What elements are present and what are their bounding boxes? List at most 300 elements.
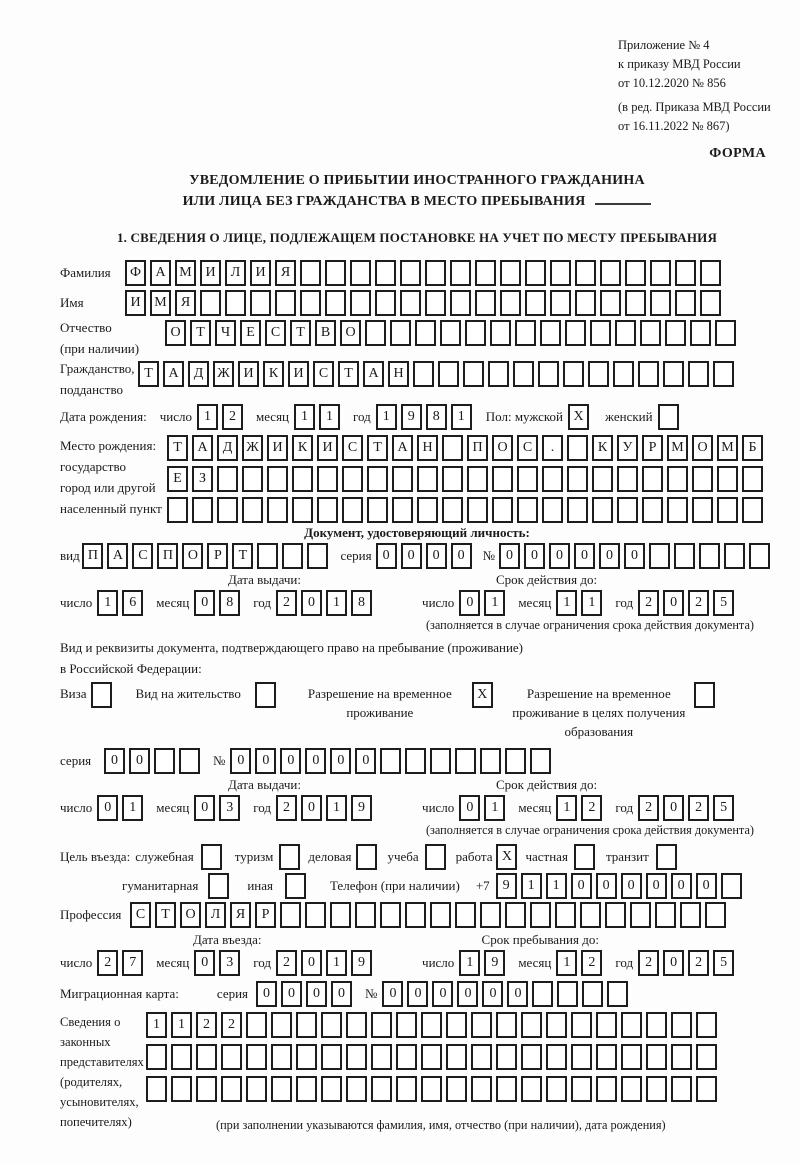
char-cell[interactable] (480, 748, 501, 774)
char-cell[interactable] (567, 435, 588, 461)
char-cell[interactable] (208, 873, 229, 899)
char-cell[interactable] (492, 497, 513, 523)
char-cell[interactable] (546, 1012, 567, 1038)
char-cell[interactable] (530, 902, 551, 928)
char-cell[interactable]: 0 (255, 748, 276, 774)
char-cell[interactable] (713, 361, 734, 387)
char-cell[interactable]: 1 (521, 873, 542, 899)
char-cell[interactable]: Б (742, 435, 763, 461)
char-cell[interactable]: 0 (376, 543, 397, 569)
char-cell[interactable] (525, 290, 546, 316)
char-cell[interactable] (574, 844, 595, 870)
char-cell[interactable] (346, 1012, 367, 1038)
char-cell[interactable] (600, 290, 621, 316)
char-cell[interactable]: Р (207, 543, 228, 569)
char-cell[interactable]: С (132, 543, 153, 569)
char-cell[interactable] (596, 1012, 617, 1038)
char-cell[interactable] (642, 497, 663, 523)
char-cell[interactable] (146, 1044, 167, 1070)
char-cell[interactable] (196, 1076, 217, 1102)
char-cell[interactable] (688, 361, 709, 387)
char-cell[interactable] (500, 260, 521, 286)
char-cell[interactable] (749, 543, 770, 569)
char-cell[interactable]: 2 (221, 1012, 242, 1038)
char-cell[interactable] (255, 682, 276, 708)
char-cell[interactable]: 1 (326, 950, 347, 976)
char-cell[interactable] (296, 1076, 317, 1102)
char-cell[interactable]: 2 (276, 795, 297, 821)
char-cell[interactable]: 3 (219, 795, 240, 821)
char-cell[interactable]: Л (225, 260, 246, 286)
char-cell[interactable] (325, 290, 346, 316)
char-cell[interactable] (538, 361, 559, 387)
char-cell[interactable]: 0 (571, 873, 592, 899)
char-cell[interactable] (475, 260, 496, 286)
char-cell[interactable] (325, 260, 346, 286)
char-cell[interactable]: 2 (638, 590, 659, 616)
char-cell[interactable] (467, 466, 488, 492)
char-cell[interactable] (621, 1012, 642, 1038)
char-cell[interactable]: 0 (663, 950, 684, 976)
char-cell[interactable]: 1 (484, 590, 505, 616)
char-cell[interactable] (380, 748, 401, 774)
char-cell[interactable] (300, 260, 321, 286)
char-cell[interactable]: 0 (382, 981, 403, 1007)
char-cell[interactable] (563, 361, 584, 387)
char-cell[interactable] (742, 497, 763, 523)
char-cell[interactable]: 1 (556, 590, 577, 616)
char-cell[interactable]: К (292, 435, 313, 461)
char-cell[interactable]: 0 (301, 950, 322, 976)
char-cell[interactable] (317, 466, 338, 492)
char-cell[interactable]: 0 (306, 981, 327, 1007)
char-cell[interactable] (371, 1044, 392, 1070)
char-cell[interactable]: 0 (104, 748, 125, 774)
char-cell[interactable] (267, 497, 288, 523)
char-cell[interactable] (396, 1044, 417, 1070)
char-cell[interactable] (521, 1044, 542, 1070)
char-cell[interactable]: Д (188, 361, 209, 387)
char-cell[interactable]: С (265, 320, 286, 346)
char-cell[interactable] (405, 902, 426, 928)
char-cell[interactable] (717, 466, 738, 492)
char-cell[interactable] (649, 543, 670, 569)
char-cell[interactable] (700, 290, 721, 316)
char-cell[interactable]: 7 (122, 950, 143, 976)
char-cell[interactable] (638, 361, 659, 387)
char-cell[interactable] (365, 320, 386, 346)
char-cell[interactable] (550, 260, 571, 286)
char-cell[interactable] (646, 1044, 667, 1070)
char-cell[interactable]: 5 (713, 590, 734, 616)
char-cell[interactable] (307, 543, 328, 569)
char-cell[interactable] (455, 902, 476, 928)
char-cell[interactable] (392, 497, 413, 523)
char-cell[interactable] (350, 260, 371, 286)
char-cell[interactable] (546, 1076, 567, 1102)
char-cell[interactable] (530, 748, 551, 774)
char-cell[interactable]: 2 (581, 950, 602, 976)
char-cell[interactable]: Т (167, 435, 188, 461)
char-cell[interactable] (417, 497, 438, 523)
char-cell[interactable] (355, 902, 376, 928)
char-cell[interactable]: Е (240, 320, 261, 346)
char-cell[interactable]: Ж (213, 361, 234, 387)
char-cell[interactable] (505, 902, 526, 928)
char-cell[interactable] (305, 902, 326, 928)
char-cell[interactable] (724, 543, 745, 569)
char-cell[interactable]: 0 (524, 543, 545, 569)
char-cell[interactable] (415, 320, 436, 346)
char-cell[interactable] (517, 466, 538, 492)
char-cell[interactable]: В (315, 320, 336, 346)
char-cell[interactable]: 0 (301, 795, 322, 821)
char-cell[interactable] (201, 844, 222, 870)
char-cell[interactable] (532, 981, 553, 1007)
char-cell[interactable] (650, 290, 671, 316)
char-cell[interactable] (521, 1012, 542, 1038)
char-cell[interactable] (671, 1012, 692, 1038)
char-cell[interactable]: 0 (549, 543, 570, 569)
char-cell[interactable]: 2 (97, 950, 118, 976)
char-cell[interactable] (346, 1076, 367, 1102)
char-cell[interactable] (500, 290, 521, 316)
char-cell[interactable] (91, 682, 112, 708)
char-cell[interactable] (496, 1076, 517, 1102)
char-cell[interactable]: 1 (97, 590, 118, 616)
char-cell[interactable]: Н (417, 435, 438, 461)
char-cell[interactable]: 1 (556, 950, 577, 976)
char-cell[interactable] (650, 260, 671, 286)
char-cell[interactable]: 0 (646, 873, 667, 899)
char-cell[interactable]: 0 (194, 795, 215, 821)
char-cell[interactable]: И (267, 435, 288, 461)
char-cell[interactable] (496, 1044, 517, 1070)
char-cell[interactable] (607, 981, 628, 1007)
char-cell[interactable]: 5 (713, 950, 734, 976)
char-cell[interactable] (440, 320, 461, 346)
char-cell[interactable]: А (363, 361, 384, 387)
char-cell[interactable]: 0 (671, 873, 692, 899)
char-cell[interactable]: С (130, 902, 151, 928)
char-cell[interactable] (442, 466, 463, 492)
char-cell[interactable]: 0 (256, 981, 277, 1007)
char-cell[interactable]: 9 (351, 950, 372, 976)
char-cell[interactable]: 3 (219, 950, 240, 976)
char-cell[interactable]: 0 (129, 748, 150, 774)
char-cell[interactable] (250, 290, 271, 316)
char-cell[interactable] (621, 1076, 642, 1102)
char-cell[interactable] (225, 290, 246, 316)
char-cell[interactable] (167, 497, 188, 523)
char-cell[interactable] (588, 361, 609, 387)
char-cell[interactable] (400, 260, 421, 286)
char-cell[interactable]: 0 (401, 543, 422, 569)
char-cell[interactable]: С (313, 361, 334, 387)
char-cell[interactable] (555, 902, 576, 928)
char-cell[interactable] (471, 1076, 492, 1102)
char-cell[interactable] (217, 466, 238, 492)
char-cell[interactable] (696, 1076, 717, 1102)
char-cell[interactable] (613, 361, 634, 387)
char-cell[interactable] (571, 1012, 592, 1038)
char-cell[interactable] (380, 902, 401, 928)
char-cell[interactable] (717, 497, 738, 523)
char-cell[interactable] (658, 404, 679, 430)
char-cell[interactable]: 0 (331, 981, 352, 1007)
char-cell[interactable] (430, 748, 451, 774)
char-cell[interactable] (242, 466, 263, 492)
char-cell[interactable]: Т (232, 543, 253, 569)
char-cell[interactable] (371, 1012, 392, 1038)
char-cell[interactable]: Я (175, 290, 196, 316)
char-cell[interactable] (557, 981, 578, 1007)
char-cell[interactable]: 9 (351, 795, 372, 821)
char-cell[interactable] (392, 466, 413, 492)
char-cell[interactable]: 0 (451, 543, 472, 569)
char-cell[interactable] (582, 981, 603, 1007)
char-cell[interactable] (596, 1076, 617, 1102)
char-cell[interactable] (575, 260, 596, 286)
char-cell[interactable]: Р (255, 902, 276, 928)
char-cell[interactable] (350, 290, 371, 316)
char-cell[interactable]: 0 (426, 543, 447, 569)
char-cell[interactable]: 1 (171, 1012, 192, 1038)
char-cell[interactable] (271, 1012, 292, 1038)
char-cell[interactable]: У (617, 435, 638, 461)
char-cell[interactable] (592, 497, 613, 523)
char-cell[interactable] (257, 543, 278, 569)
char-cell[interactable]: 1 (197, 404, 218, 430)
char-cell[interactable]: 1 (556, 795, 577, 821)
char-cell[interactable]: Т (367, 435, 388, 461)
char-cell[interactable]: И (250, 260, 271, 286)
char-cell[interactable] (521, 1076, 542, 1102)
char-cell[interactable]: 1 (376, 404, 397, 430)
char-cell[interactable]: 1 (546, 873, 567, 899)
char-cell[interactable] (430, 902, 451, 928)
char-cell[interactable] (446, 1076, 467, 1102)
char-cell[interactable] (656, 844, 677, 870)
char-cell[interactable]: 0 (407, 981, 428, 1007)
char-cell[interactable]: 0 (194, 950, 215, 976)
char-cell[interactable] (542, 497, 563, 523)
char-cell[interactable]: П (82, 543, 103, 569)
char-cell[interactable] (517, 497, 538, 523)
char-cell[interactable]: 2 (638, 950, 659, 976)
char-cell[interactable] (179, 748, 200, 774)
char-cell[interactable] (565, 320, 586, 346)
char-cell[interactable] (715, 320, 736, 346)
char-cell[interactable] (571, 1076, 592, 1102)
char-cell[interactable]: 8 (219, 590, 240, 616)
char-cell[interactable] (296, 1012, 317, 1038)
char-cell[interactable] (580, 902, 601, 928)
char-cell[interactable] (540, 320, 561, 346)
char-cell[interactable]: 2 (581, 795, 602, 821)
char-cell[interactable] (567, 466, 588, 492)
char-cell[interactable]: 0 (280, 748, 301, 774)
char-cell[interactable] (271, 1044, 292, 1070)
char-cell[interactable]: М (667, 435, 688, 461)
char-cell[interactable] (642, 466, 663, 492)
char-cell[interactable] (692, 466, 713, 492)
char-cell[interactable] (705, 902, 726, 928)
char-cell[interactable] (646, 1076, 667, 1102)
char-cell[interactable] (575, 290, 596, 316)
char-cell[interactable] (413, 361, 434, 387)
char-cell[interactable]: Т (190, 320, 211, 346)
char-cell[interactable] (699, 543, 720, 569)
char-cell[interactable] (515, 320, 536, 346)
char-cell[interactable] (346, 1044, 367, 1070)
char-cell[interactable]: 1 (326, 590, 347, 616)
char-cell[interactable]: 0 (301, 590, 322, 616)
char-cell[interactable] (675, 260, 696, 286)
char-cell[interactable] (221, 1044, 242, 1070)
char-cell[interactable]: Д (217, 435, 238, 461)
char-cell[interactable]: Т (338, 361, 359, 387)
char-cell[interactable]: 2 (638, 795, 659, 821)
char-cell[interactable] (525, 260, 546, 286)
char-cell[interactable] (505, 748, 526, 774)
char-cell[interactable]: Т (290, 320, 311, 346)
char-cell[interactable]: О (340, 320, 361, 346)
char-cell[interactable] (496, 1012, 517, 1038)
char-cell[interactable] (696, 1012, 717, 1038)
char-cell[interactable] (246, 1044, 267, 1070)
char-cell[interactable] (390, 320, 411, 346)
char-cell[interactable] (371, 1076, 392, 1102)
char-cell[interactable] (488, 361, 509, 387)
char-cell[interactable] (267, 466, 288, 492)
char-cell[interactable] (221, 1076, 242, 1102)
char-cell[interactable] (200, 290, 221, 316)
char-cell[interactable] (625, 290, 646, 316)
char-cell[interactable] (640, 320, 661, 346)
char-cell[interactable] (425, 844, 446, 870)
char-cell[interactable] (480, 902, 501, 928)
char-cell[interactable] (442, 435, 463, 461)
char-cell[interactable]: Н (388, 361, 409, 387)
char-cell[interactable] (246, 1012, 267, 1038)
char-cell[interactable] (592, 466, 613, 492)
char-cell[interactable] (425, 290, 446, 316)
char-cell[interactable]: Ф (125, 260, 146, 286)
char-cell[interactable]: А (107, 543, 128, 569)
char-cell[interactable]: 2 (688, 590, 709, 616)
char-cell[interactable]: 8 (426, 404, 447, 430)
char-cell[interactable]: 0 (194, 590, 215, 616)
char-cell[interactable] (192, 497, 213, 523)
char-cell[interactable] (171, 1076, 192, 1102)
char-cell[interactable] (396, 1012, 417, 1038)
char-cell[interactable] (617, 497, 638, 523)
char-cell[interactable] (196, 1044, 217, 1070)
char-cell[interactable]: 2 (276, 590, 297, 616)
char-cell[interactable] (590, 320, 611, 346)
char-cell[interactable] (292, 466, 313, 492)
char-cell[interactable]: 1 (319, 404, 340, 430)
char-cell[interactable] (446, 1012, 467, 1038)
char-cell[interactable] (696, 1044, 717, 1070)
char-cell[interactable] (471, 1012, 492, 1038)
char-cell[interactable]: 0 (507, 981, 528, 1007)
char-cell[interactable] (279, 844, 300, 870)
char-cell[interactable]: И (200, 260, 221, 286)
char-cell[interactable] (605, 902, 626, 928)
char-cell[interactable] (300, 290, 321, 316)
char-cell[interactable] (655, 902, 676, 928)
char-cell[interactable]: 1 (459, 950, 480, 976)
char-cell[interactable] (621, 1044, 642, 1070)
char-cell[interactable]: О (182, 543, 203, 569)
char-cell[interactable] (342, 466, 363, 492)
char-cell[interactable]: 2 (222, 404, 243, 430)
char-cell[interactable]: 0 (696, 873, 717, 899)
char-cell[interactable] (690, 320, 711, 346)
char-cell[interactable]: Л (205, 902, 226, 928)
char-cell[interactable]: 0 (482, 981, 503, 1007)
char-cell[interactable] (367, 466, 388, 492)
char-cell[interactable]: С (517, 435, 538, 461)
char-cell[interactable]: 0 (624, 543, 645, 569)
char-cell[interactable] (246, 1076, 267, 1102)
char-cell[interactable] (630, 902, 651, 928)
char-cell[interactable]: 2 (688, 950, 709, 976)
char-cell[interactable]: 0 (621, 873, 642, 899)
char-cell[interactable]: 0 (230, 748, 251, 774)
char-cell[interactable] (330, 902, 351, 928)
char-cell[interactable] (663, 361, 684, 387)
char-cell[interactable] (625, 260, 646, 286)
char-cell[interactable]: 0 (663, 590, 684, 616)
char-cell[interactable]: 2 (688, 795, 709, 821)
char-cell[interactable]: 1 (484, 795, 505, 821)
char-cell[interactable]: А (192, 435, 213, 461)
char-cell[interactable] (342, 497, 363, 523)
char-cell[interactable]: М (175, 260, 196, 286)
char-cell[interactable]: 1 (122, 795, 143, 821)
char-cell[interactable]: 2 (276, 950, 297, 976)
char-cell[interactable] (680, 902, 701, 928)
char-cell[interactable] (692, 497, 713, 523)
char-cell[interactable] (375, 260, 396, 286)
char-cell[interactable] (596, 1044, 617, 1070)
char-cell[interactable] (438, 361, 459, 387)
char-cell[interactable]: 5 (713, 795, 734, 821)
char-cell[interactable]: 8 (351, 590, 372, 616)
char-cell[interactable] (421, 1044, 442, 1070)
char-cell[interactable]: 9 (496, 873, 517, 899)
char-cell[interactable]: 9 (484, 950, 505, 976)
char-cell[interactable] (550, 290, 571, 316)
char-cell[interactable] (282, 543, 303, 569)
char-cell[interactable] (674, 543, 695, 569)
char-cell[interactable]: 1 (294, 404, 315, 430)
char-cell[interactable] (513, 361, 534, 387)
char-cell[interactable] (700, 260, 721, 286)
char-cell[interactable] (421, 1012, 442, 1038)
char-cell[interactable]: И (125, 290, 146, 316)
char-cell[interactable] (467, 497, 488, 523)
char-cell[interactable]: 0 (305, 748, 326, 774)
char-cell[interactable] (171, 1044, 192, 1070)
char-cell[interactable] (471, 1044, 492, 1070)
char-cell[interactable]: К (592, 435, 613, 461)
char-cell[interactable] (675, 290, 696, 316)
char-cell[interactable]: X (568, 404, 589, 430)
